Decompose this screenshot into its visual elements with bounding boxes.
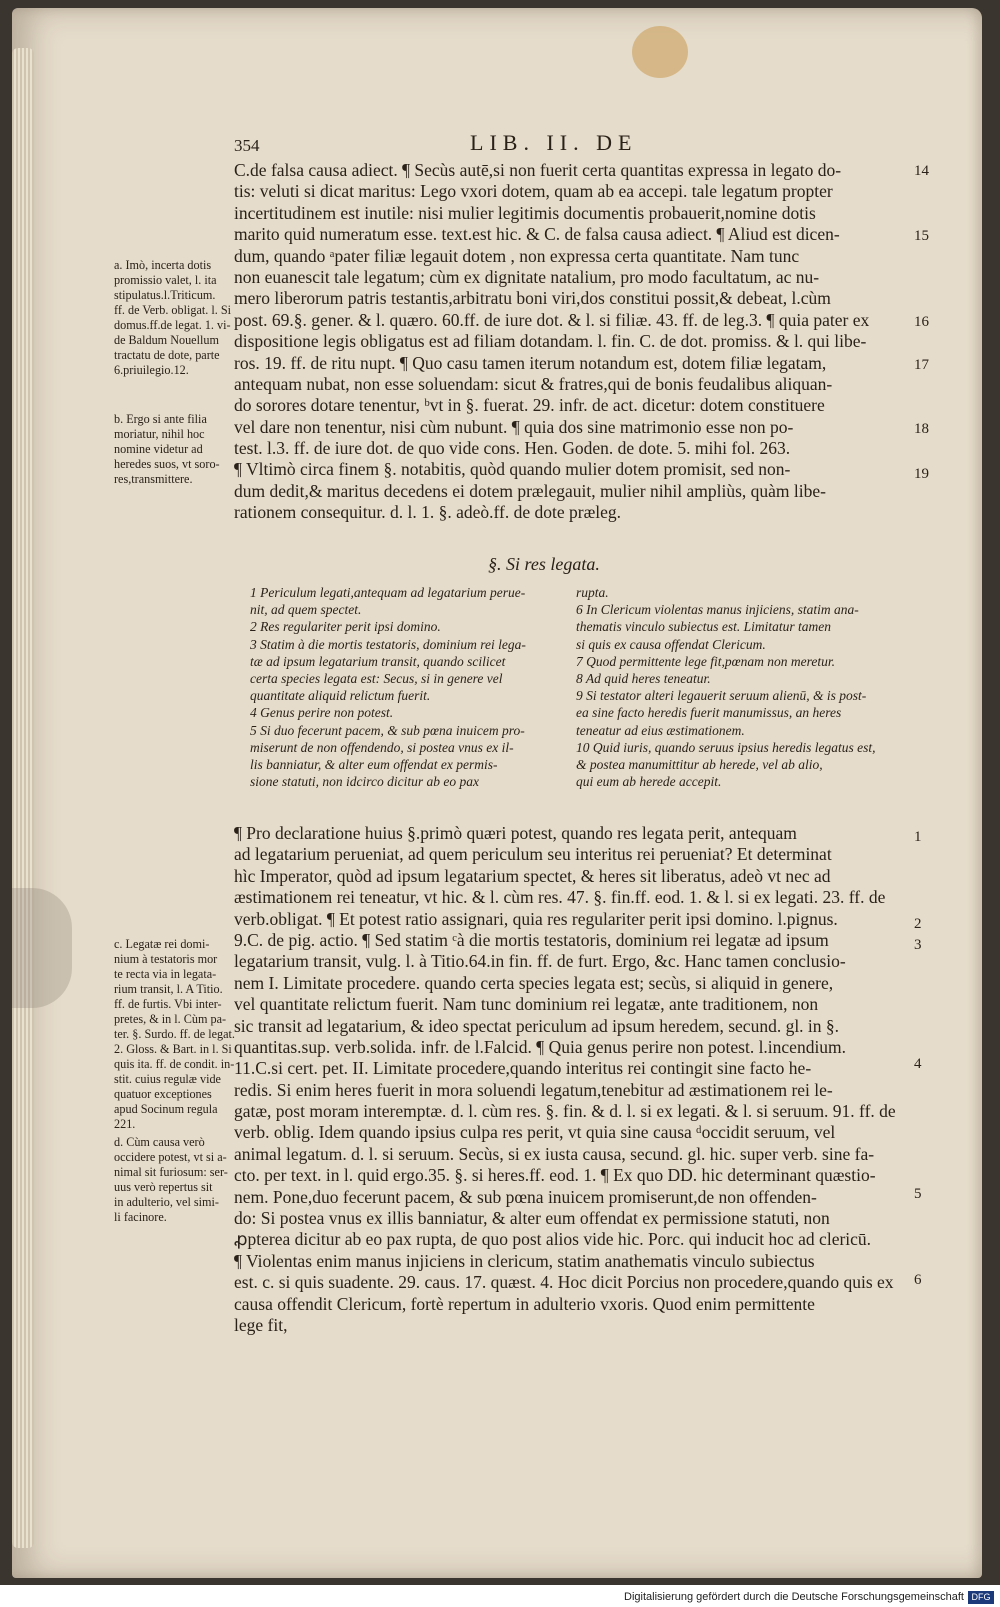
summary-item: lis banniatur, & alter eum offendat ex permis- — [250, 757, 498, 773]
margin-line: apud Socinum regula — [114, 1102, 218, 1116]
body-line: 9.C. de pig. actio. ¶ Sed statim ᶜà die mortis testatoris, dominium rei legatæ ad ipsum — [234, 929, 829, 950]
margin-line: quis ita. ff. de condit. in- — [114, 1057, 235, 1071]
body-line: est. c. si quis suadente. 29. caus. 17. quæst. 4. Hoc dicit Porcius non procedere,quando quis ex — [234, 1272, 894, 1293]
summary-right — [576, 584, 906, 790]
margin-line: pretes, & in l. Cùm pa- — [114, 1012, 227, 1026]
margin-line: promissio valet, l. ita — [114, 273, 217, 287]
summary-item: rupta. — [576, 585, 609, 600]
margin-line: in adulterio, vel simi- — [114, 1195, 219, 1209]
margin-line: heredes suos, vt soro- — [114, 457, 220, 471]
margin-line: ter. §. Surdo. ff. de legat. — [114, 1027, 235, 1041]
summary-item: certa species legata est: Secus, si in genere vel — [250, 671, 503, 687]
line-number: 1 — [914, 829, 922, 845]
summary-item: 9 Si testator alteri legauerit seruum alienū, & is post- — [576, 688, 867, 704]
margin-line: b. Ergo si ante filia — [114, 412, 207, 426]
summary-item: tæ ad ipsum legatarium transit, quando scilicet — [250, 653, 506, 669]
summary-item: miserunt de non offendendo, si postea vnus ex il- — [250, 739, 514, 755]
body-line: ꝓpterea dicitur ab eo pax rupta, de quo post alios vide hic. Porc. qui inducit hoc ad clericū. — [234, 1229, 872, 1250]
margin-line: moriatur, nihil hoc — [114, 427, 205, 441]
summary-item: 8 Ad quid heres teneatur. — [576, 671, 711, 687]
body-line: tis: veluti si dicat maritus: Lego vxori dotem, quam ab ea accepi. tale legatum propter — [234, 181, 833, 202]
body-line: mero liberorum patris testantis,arbitratu boni viri,dos constitui possit,& debeat, l.cùm — [234, 288, 831, 309]
page-edges — [12, 48, 34, 1548]
summary-item: 2 Res regulariter perit ipsi domino. — [250, 619, 441, 635]
summary-item: ea sine facto heredis fuerit manumissus, an heres — [576, 705, 842, 721]
body-line: C.de falsa causa adiect. ¶ Secùs autē,si non fuerit certa quantitas expressa in legato do- — [234, 160, 842, 180]
line-number: 4 — [914, 1056, 922, 1072]
dfg-logo: DFG — [968, 1591, 994, 1604]
page-number: 354 — [234, 136, 260, 155]
margin-line: ff. de Verb. obligat. l. Si — [114, 303, 232, 317]
margin-line: stit. cuius regulæ vide — [114, 1072, 221, 1086]
body-line: rationem consequitur. d. l. 1. §. adeò.ff. de dote præleg. — [234, 502, 622, 523]
summary-item: thematis vinculo subiectus est. Limitatur tamen — [576, 619, 831, 635]
body-line: ad legatarium perueniat, ad quem periculum seu interitus rei perueniat? Et determinat — [234, 844, 832, 865]
margin-line: 6.priuilegio.12. — [114, 363, 189, 377]
body-line: cto. per text. in l. quid ergo.35. §. si heres.ff. eod. 1. ¶ Ex quo DD. hic determinant quæstio- — [234, 1165, 876, 1186]
margin-note-c — [114, 937, 235, 1132]
margin-line: res,transmittere. — [114, 472, 193, 486]
line-number: 5 — [914, 1186, 922, 1202]
body-line: dum dedit,& maritus decedens ei dotem prælegauit, mulier nihil ampliùs, quàm libe- — [234, 480, 826, 501]
binding-clasp-shadow — [12, 888, 72, 1008]
summary-item: 7 Quod permittente lege fit,pœnam non meretur. — [576, 653, 835, 669]
running-head: LIB. II. DE — [470, 130, 638, 155]
margin-line: stipulatus.l.Triticum. — [114, 288, 216, 302]
body-line: ¶ Vltimò circa finem §. notabitis, quòd quando mulier dotem promisit, sed non- — [234, 459, 791, 480]
body-line: dispositione legis obligatus est ad filiam dotandam. l. fin. C. de dot. promiss. & l. qui libe- — [234, 331, 867, 352]
margin-line: nimal sit furiosum: ser- — [114, 1165, 228, 1179]
body-line: quantitas.sup. verb.solida. infr. de l.Falcid. ¶ Quia genus perire non potest. l.incendium. — [234, 1036, 847, 1057]
summary-item: 4 Genus perire non potest. — [250, 705, 394, 721]
body-line: do sorores dotare tenentur, ᵇvt in §. fuerat. 29. infr. de act. dicetur: dotem constituere — [234, 395, 825, 416]
body-line: 11.C.si cert. pet. II. Limitate procedere,quando interitus rei contingit sine facto he- — [234, 1058, 812, 1079]
section-heading: §. Si res legata. — [488, 554, 600, 574]
margin-line: domus.ff.de legat. 1. vi- — [114, 318, 231, 332]
margin-note-b — [114, 412, 232, 487]
margin-line: a. Imò, incerta dotis — [114, 258, 212, 272]
line-number: 2 — [914, 916, 922, 932]
margin-line: li facinore. — [114, 1210, 167, 1224]
body-line: causa offendit Clericum, fortè repertum in adulterio vxoris. Quod enim permittente — [234, 1293, 815, 1314]
body-line: vel quantitate relictum fuerit. Nam tunc dominium rei legatæ, ante traditionem, non — [234, 994, 819, 1015]
margin-line: quatuor exceptiones — [114, 1087, 212, 1101]
line-number: 18 — [914, 421, 929, 437]
body-line: non euanescit tale legatum; cùm ex dignitate natalium, pro modo facultatum, ac nu- — [234, 266, 820, 287]
body-line: ros. 19. ff. de ritu nupt. ¶ Quo casu tamen iterum notandum est, dotem filiæ legatam, — [234, 352, 827, 373]
body-line: lege fit, — [234, 1314, 288, 1335]
body-line: marito quid numeratum esse. text.est hic. & C. de falsa causa adiect. ¶ Aliud est dicen- — [234, 224, 840, 245]
summary-item: & postea manumittitur ab herede, vel ab alio, — [576, 757, 823, 773]
body-line: ¶ Pro declaratione huius §.primò quæri potest, quando res legata perit, antequam — [234, 823, 797, 843]
margin-line: nium à testatoris mor — [114, 952, 218, 966]
body-line: dum, quando ᵃpater filiæ legauit dotem , non expressa certa quantitate. Nam tunc — [234, 245, 800, 266]
margin-line: uus verò repertus sit — [114, 1180, 213, 1194]
body-line: do: Si postea vnus ex illis banniatur, & alter eum offendat ex permissione statuti, non — [234, 1208, 830, 1229]
body-line: test. l.3. ff. de iure dot. de quo vide cons. Hen. Goden. de dote. 5. mihi fol. 263. — [234, 438, 791, 459]
summary-item: teneatur ad eius æstimationem. — [576, 722, 745, 738]
line-number: 15 — [914, 228, 929, 244]
margin-note-d — [114, 1135, 232, 1225]
funding-notice: Digitalisierung gefördert durch die Deutsche Forschungsgemeinschaft — [624, 1591, 964, 1603]
body-line: redis. Si enim heres fuerit in mora soluendi legatum,tenebitur ad æstimationem rei le- — [234, 1079, 833, 1100]
body-line: vel dare non tenentur, nisi cùm nubunt. ¶ quia dos sine matrimonio esse non po- — [234, 416, 794, 437]
margin-line: 221. — [114, 1117, 136, 1131]
line-number: 6 — [914, 1272, 922, 1288]
margin-line: d. Cùm causa verò — [114, 1135, 205, 1149]
body-line: sic transit ad legatarium, & ideo spectat periculum ad ipsum heredem, secund. gl. in §. — [234, 1015, 840, 1036]
summary-item: 10 Quid iuris, quando seruus ipsius heredis legatus est, — [576, 739, 876, 755]
body-line: æstimationem rei teneatur, vt hic. & l. cùm res. 47. §. fin.ff. eod. 1. & l. si ex legati. 23. ff. de — [234, 887, 886, 908]
summary-left — [250, 584, 568, 790]
body-line: verb. oblig. Idem quando ipsius culpa res perit, vt quia sine causa ᵈoccidit seruum, vel — [234, 1122, 836, 1143]
margin-line: ff. de furtis. Vbi inter- — [114, 997, 222, 1011]
body-line: gatæ, post moram interemptæ. d. l. cùm res. §. fin. & d. l. si ex legati. & l. si seruum. 91. ff. de — [234, 1101, 896, 1122]
margin-note-a — [114, 258, 232, 378]
summary-item: 5 Si duo fecerunt pacem, & sub pœna inuicem pro- — [250, 722, 525, 738]
line-number: 16 — [914, 314, 929, 330]
margin-line: c. Legatæ rei domi- — [114, 937, 210, 951]
margin-line: rium transit, l. A Titio. — [114, 982, 223, 996]
margin-line: de Baldum Nouellum — [114, 333, 219, 347]
margin-line: te recta via in legata- — [114, 967, 217, 981]
summary-item: 3 Statim à die mortis testatoris, dominium rei lega- — [250, 636, 526, 652]
line-number: 17 — [914, 357, 929, 373]
body-line: animal legatum. d. l. si seruum. Secùs, si ex iusta causa, secund. gl. hic. super verb. sine fa- — [234, 1143, 875, 1164]
body-line: nem I. Limitate procedere. quando certa species legata est; secùs, si aliquid in genere, — [234, 972, 834, 993]
body-line: incertitudinem est inutile: nisi mulier legitimis documentis probauerit,nomine dotis — [234, 202, 816, 223]
body-line: hìc Imperator, quòd ad ipsum legatarium spectet, & heres sit liberatus, adeò vt nec ad — [234, 865, 831, 886]
line-number: 3 — [914, 937, 922, 953]
margin-line: nomine videtur ad — [114, 442, 203, 456]
summary-item: si quis ex causa offendat Clericum. — [576, 636, 766, 652]
body-line: nem. Pone,duo fecerunt pacem, & sub pœna inuicem promiserunt,de non offenden- — [234, 1186, 817, 1207]
summary-item: nit, ad quem spectet. — [250, 602, 362, 618]
body-line: verb.obligat. ¶ Et potest ratio assignari, quia res regulariter perit ipsi domino. l.pignus. — [234, 908, 838, 929]
body-text-top — [234, 160, 914, 524]
footer-bar — [0, 1588, 1000, 1607]
line-number: 19 — [914, 466, 929, 482]
body-line: ¶ Violentas enim manus injiciens in clericum, statim anathematis vinculo subiectus — [234, 1250, 815, 1271]
summary-item: quantitate aliquid relictum fuerit. — [250, 688, 431, 704]
body-line: legatarium transit, vulg. l. à Titio.64.in fin. ff. de furt. Ergo, &c. Hanc tamen conclusio- — [234, 951, 846, 972]
summary-item: sione statuti, non idcirco dicitur ab eo pax — [250, 774, 479, 790]
body-line: post. 69.§. gener. & l. quæro. 60.ff. de iure dot. & l. si filiæ. 43. ff. de leg.3. ¶ quia pater ex — [234, 309, 870, 330]
summary-item: qui eum ab herede accepit. — [576, 774, 722, 790]
summary-item: 6 In Clericum violentas manus injiciens, statim ana- — [576, 602, 859, 618]
margin-line: occidere potest, vt si a- — [114, 1150, 227, 1164]
line-number: 14 — [914, 163, 929, 179]
body-line: antequam nubat, non esse soluendam: sicut & fratres,qui de bonis feudalibus aliquan- — [234, 373, 833, 394]
margin-line: 2. Gloss. & Bart. in l. Si — [114, 1042, 232, 1056]
margin-line: tractatu de dote, parte — [114, 348, 220, 362]
paper-stain — [632, 26, 688, 78]
body-text-bottom — [234, 823, 914, 1336]
summary-item: 1 Periculum legati,antequam ad legatarium perue- — [250, 585, 526, 600]
